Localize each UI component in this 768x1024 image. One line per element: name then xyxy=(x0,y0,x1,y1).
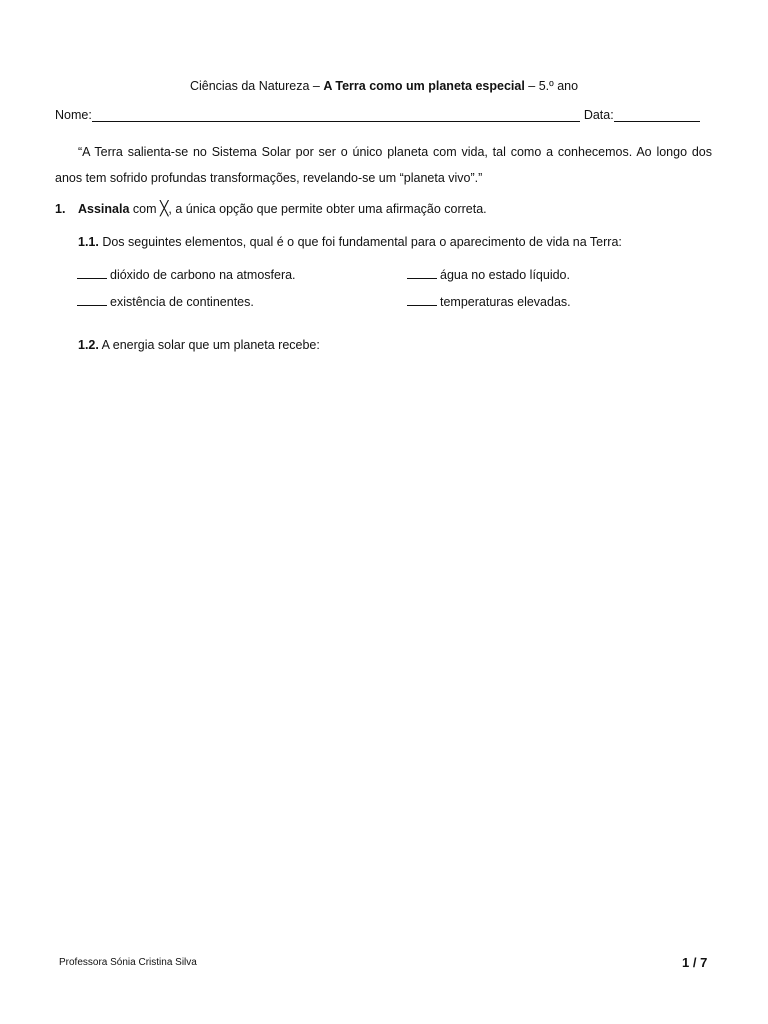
instruction-text: , a única opção que permite obter uma afirmação correta. xyxy=(168,202,487,216)
date-field[interactable] xyxy=(614,107,700,122)
page-number: 1 / 7 xyxy=(682,955,708,970)
question-number: 1.2. xyxy=(78,338,99,352)
topic: A Terra como um planeta especial xyxy=(323,79,525,93)
page-title xyxy=(0,79,768,93)
subject: Ciências da Natureza xyxy=(189,79,310,93)
name-label: Nome: xyxy=(55,108,92,122)
answer-blank[interactable] xyxy=(77,268,107,279)
name-field[interactable] xyxy=(92,107,580,122)
instruction-bold: Assinala xyxy=(78,202,130,216)
intro-quote: “A Terra salienta-se no Sistema Solar por ser o único planeta com vida, tal como a conhecemos. Ao longo dos anos tem sofrido profundas transformações, revelando-se um “planeta vivo”.” xyxy=(55,145,712,185)
question-1-1 xyxy=(78,235,718,249)
instruction-text: com xyxy=(129,202,160,216)
answer-blank[interactable] xyxy=(407,295,437,306)
answer-blank[interactable] xyxy=(77,295,107,306)
option-label: água no estado líquido. xyxy=(440,268,570,282)
option-temperatures[interactable] xyxy=(407,295,571,309)
option-water[interactable] xyxy=(407,268,570,282)
x-mark-icon: ╳ xyxy=(159,200,169,216)
answer-blank[interactable] xyxy=(407,268,437,279)
question-1 xyxy=(55,200,715,217)
title-separator: – xyxy=(309,79,324,93)
option-label: dióxido de carbono na atmosfera. xyxy=(110,268,296,282)
footer-teacher: Professora Sónia Cristina Silva xyxy=(59,957,197,968)
name-date-row xyxy=(55,107,710,122)
option-continents[interactable] xyxy=(77,295,254,309)
option-label: existência de continentes. xyxy=(110,295,254,309)
date-label: Data: xyxy=(583,108,614,122)
question-number: 1. xyxy=(55,202,66,216)
question-text: A energia solar que um planeta recebe: xyxy=(98,338,320,352)
question-text: Dos seguintes elementos, qual é o que foi fundamental para o aparecimento de vida na Terra: xyxy=(98,235,622,249)
question-1-2 xyxy=(78,338,718,352)
question-number: 1.1. xyxy=(78,235,99,249)
option-label: temperaturas elevadas. xyxy=(440,295,571,309)
grade: 5.º ano xyxy=(538,79,579,93)
title-separator: – xyxy=(524,79,539,93)
option-co2[interactable] xyxy=(77,268,296,282)
